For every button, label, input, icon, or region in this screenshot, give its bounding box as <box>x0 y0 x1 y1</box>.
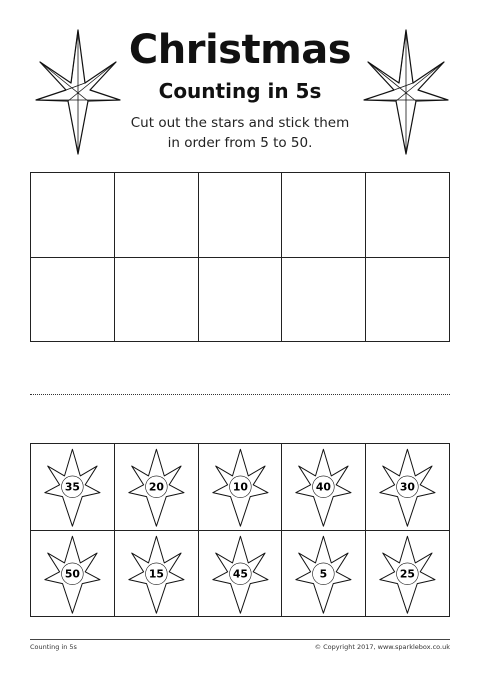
instructions-line-2: in order from 5 to 50. <box>167 135 313 151</box>
star-card[interactable] <box>115 531 199 618</box>
footer-divider <box>30 639 450 640</box>
answer-cell[interactable] <box>199 258 283 343</box>
instructions <box>100 113 380 153</box>
six-point-star-icon <box>366 444 449 530</box>
answer-cell[interactable] <box>282 173 366 258</box>
answer-cell[interactable] <box>282 258 366 343</box>
six-point-star-icon <box>115 531 198 617</box>
answer-cell[interactable] <box>115 173 199 258</box>
star-number: 35 <box>64 480 80 494</box>
answer-cell[interactable] <box>199 173 283 258</box>
six-point-star-icon <box>282 444 365 530</box>
star-number: 25 <box>400 567 416 581</box>
star-card[interactable] <box>282 531 366 618</box>
cut-out-grid <box>30 443 450 617</box>
star-card[interactable] <box>199 531 283 618</box>
footer-copyright: © Copyright 2017, www.sparklebox.co.uk <box>314 643 450 651</box>
star-card[interactable] <box>31 531 115 618</box>
page-subtitle: Counting in 5s <box>158 79 322 103</box>
star-card[interactable] <box>366 531 450 618</box>
footer-title: Counting in 5s <box>30 643 77 651</box>
cut-line <box>30 394 450 395</box>
star-number: 45 <box>232 567 248 581</box>
star-number: 30 <box>400 480 416 494</box>
answer-cell[interactable] <box>31 173 115 258</box>
six-point-star-icon <box>199 531 282 617</box>
star-number: 15 <box>148 567 164 581</box>
six-point-star-icon <box>115 444 198 530</box>
six-point-star-icon <box>366 531 449 617</box>
answer-cell[interactable] <box>115 258 199 343</box>
star-number: 20 <box>148 480 164 494</box>
star-number: 10 <box>232 480 248 494</box>
star-card[interactable] <box>31 444 115 531</box>
six-point-star-icon <box>199 444 282 530</box>
star-number: 5 <box>320 567 328 581</box>
star-number: 50 <box>64 567 80 581</box>
star-card[interactable] <box>115 444 199 531</box>
six-point-star-icon <box>31 531 114 617</box>
instructions-line-1: Cut out the stars and stick them <box>130 115 350 131</box>
answer-cell[interactable] <box>31 258 115 343</box>
star-card[interactable] <box>199 444 283 531</box>
page-title: Christmas <box>128 27 352 73</box>
answer-grid <box>30 172 450 342</box>
six-point-star-icon <box>282 531 365 617</box>
star-number: 40 <box>316 480 332 494</box>
star-card[interactable] <box>366 444 450 531</box>
answer-cell[interactable] <box>366 258 450 343</box>
six-point-star-icon <box>31 444 114 530</box>
answer-cell[interactable] <box>366 173 450 258</box>
star-card[interactable] <box>282 444 366 531</box>
